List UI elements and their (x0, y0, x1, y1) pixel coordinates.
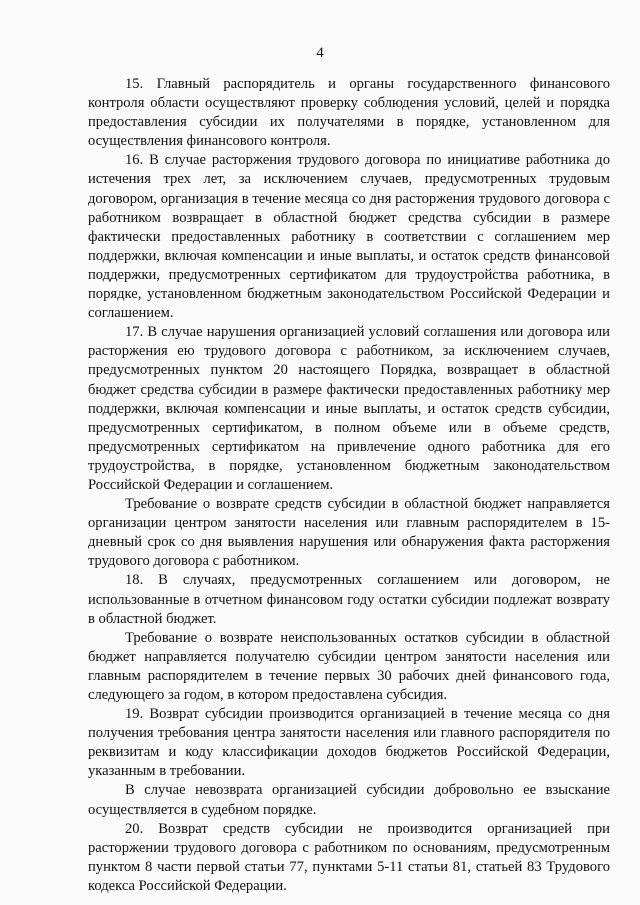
paragraph-16: 16. В случае расторжения трудового договора по инициативе работника до истечения трех лет, за исключением случаев, предусмотренных трудовым договором, организация в течение месяца со дня расторжения трудового договора с работником возвращает в областной бюджет средства субсидии в размере фактически предоставленных работнику в соответствии с соглашением мер поддержки, включая компенсации и иные выплаты, и остаток средств финансовой поддержки, предусмотренных сертификатом для трудоустройства работника, в порядке, установленном бюджетным законодательством Российской Федерации и соглашением. (88, 152, 610, 322)
paragraph-18: 18. В случаях, предусмотренных соглашением или договором, не использованные в отчетном финансовом году остатки субсидии подлежат возврату в областной бюджет. (88, 572, 610, 627)
document-body (88, 75, 610, 896)
paragraph-15: 15. Главный распорядитель и органы государственного финансового контроля области осуществляют проверку соблюдения условий, целей и порядка предоставления субсидии их получателями в порядке, установленном для осуществления финансового контроля. (88, 76, 610, 150)
paragraph-18-return-demand: Требование о возврате неиспользованных остатков субсидии в областной бюджет направляется получателю субсидии центром занятости населения или главным распорядителем в течение первых 30 рабочих дней финансового года, следующего за годом, в котором предоставлена субсидия. (88, 629, 610, 703)
paragraph-19: 19. Возврат субсидии производится организацией в течение месяца со дня получения требования центра занятости населения или главного распорядителя по реквизитам и коду классификации доходов бюджетов Российской Федерации, указанным в требовании. (88, 706, 610, 780)
paragraph-17-return-demand: Требование о возврате средств субсидии в областной бюджет направляется организации центром занятости населения или главным распорядителем в 15-дневный срок со дня выявления нарушения или обнаружения факта расторжения трудового договора с работником. (88, 496, 610, 570)
paragraph-17: 17. В случае нарушения организацией условий соглашения или договора или расторжения ею трудового договора с работником, за исключением случаев, предусмотренных пунктом 20 настоящего Порядка, возвращает в областной бюджет средства субсидии в размере фактически предоставленных работнику мер поддержки, включая компенсации и иные выплаты, и остаток средств субсидии, предусмотренных сертификатом, в полном объеме или в объеме средств, предусмотренных сертификатом на привлечение одного работника для его трудоустройства, в порядке, установленном бюджетным законодательством Российской Федерации и соглашением. (88, 324, 610, 493)
page-number: 4 (316, 45, 324, 61)
paragraph-20: 20. Возврат средств субсидии не производится организацией при расторжении трудового договора с работником по основаниям, предусмотренным пунктом 8 части первой статьи 77, пунктами 5-11 статьи 81, статьей 83 Трудового кодекса Российской Федерации. (88, 820, 610, 894)
paragraph-19-judicial-recovery: В случае невозврата организацией субсидии добровольно ее взыскание осуществляется в судебном порядке. (88, 782, 610, 818)
